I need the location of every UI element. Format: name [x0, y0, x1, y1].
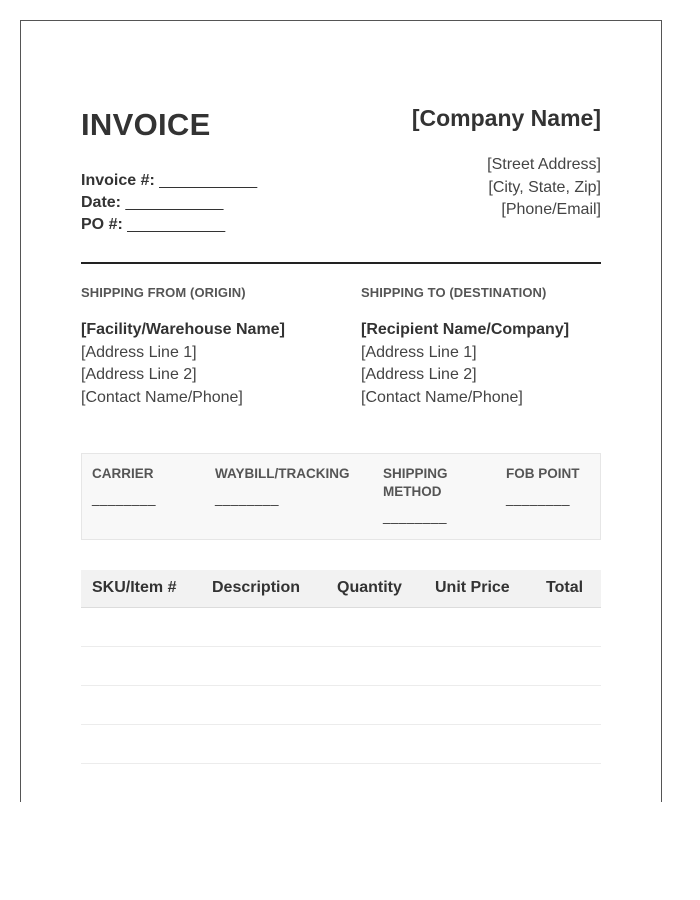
carrier-cell [92, 465, 156, 508]
fob-point-field[interactable]: ________ [506, 491, 571, 506]
shipping-from-name: [Facility/Warehouse Name] [81, 321, 285, 338]
shipping-to-heading: SHIPPING TO (DESTINATION) [361, 285, 547, 300]
company-address [487, 154, 601, 222]
waybill-cell [215, 465, 350, 508]
line-items-table [81, 570, 601, 764]
carrier-field[interactable]: ________ [92, 491, 157, 506]
shipping-method-field[interactable]: ________ [383, 509, 448, 524]
shipping-from [81, 285, 341, 409]
shipping-to [361, 285, 621, 409]
shipping-to-line-1: [Address Line 1] [361, 343, 477, 361]
invoice-meta [81, 170, 257, 236]
invoice-number-row [81, 170, 257, 192]
column-header-unit-price: Unit Price [435, 579, 510, 596]
column-header-total: Total [546, 579, 584, 596]
column-header-quantity: Quantity [337, 579, 402, 596]
header-divider [81, 262, 601, 264]
invoice-date-field[interactable]: ___________ [125, 194, 224, 211]
shipping-to-contact: [Contact Name/Phone] [361, 388, 523, 406]
logistics-box [81, 453, 601, 540]
shipping-from-line-2: [Address Line 2] [81, 366, 197, 383]
invoice-number-label: Invoice #: [81, 172, 155, 189]
table-row[interactable] [81, 608, 601, 647]
company-phone-email: [Phone/Email] [501, 201, 601, 218]
shipping-method-cell [383, 465, 473, 526]
fob-point-label: FOB POINT [506, 466, 580, 481]
invoice-title: INVOICE [81, 107, 211, 142]
invoice-date-label: Date: [81, 194, 122, 211]
company-city-state-zip: [City, State, Zip] [488, 178, 601, 196]
shipping-from-contact: [Contact Name/Phone] [81, 388, 243, 406]
shipping-to-address [361, 319, 621, 409]
shipping-method-label: SHIPPING METHOD [383, 466, 448, 499]
invoice-po-row [81, 214, 257, 236]
shipping-from-heading: SHIPPING FROM (ORIGIN) [81, 285, 246, 300]
shipping-section [81, 285, 601, 415]
waybill-label: WAYBILL/TRACKING [215, 466, 350, 481]
shipping-from-line-1: [Address Line 1] [81, 343, 197, 361]
carrier-label: CARRIER [92, 466, 154, 481]
shipping-to-name: [Recipient Name/Company] [361, 321, 570, 338]
table-row[interactable] [81, 647, 601, 686]
invoice-number-field[interactable]: ___________ [159, 172, 258, 189]
waybill-field[interactable]: ________ [215, 491, 280, 506]
table-row[interactable] [81, 725, 601, 764]
line-items-header [81, 570, 601, 608]
column-header-sku: SKU/Item # [92, 579, 177, 596]
shipping-from-address [81, 319, 341, 409]
invoice-po-field[interactable]: ___________ [127, 216, 226, 233]
invoice-header [81, 21, 601, 264]
invoice-content [81, 21, 601, 596]
company-street: [Street Address] [487, 156, 601, 173]
column-header-description: Description [212, 579, 301, 596]
table-row[interactable] [81, 686, 601, 725]
company-name: [Company Name] [411, 105, 601, 131]
invoice-page [20, 20, 662, 802]
invoice-po-label: PO #: [81, 216, 123, 233]
fob-point-cell [506, 465, 580, 508]
shipping-to-line-2: [Address Line 2] [361, 366, 477, 383]
invoice-date-row [81, 192, 257, 214]
